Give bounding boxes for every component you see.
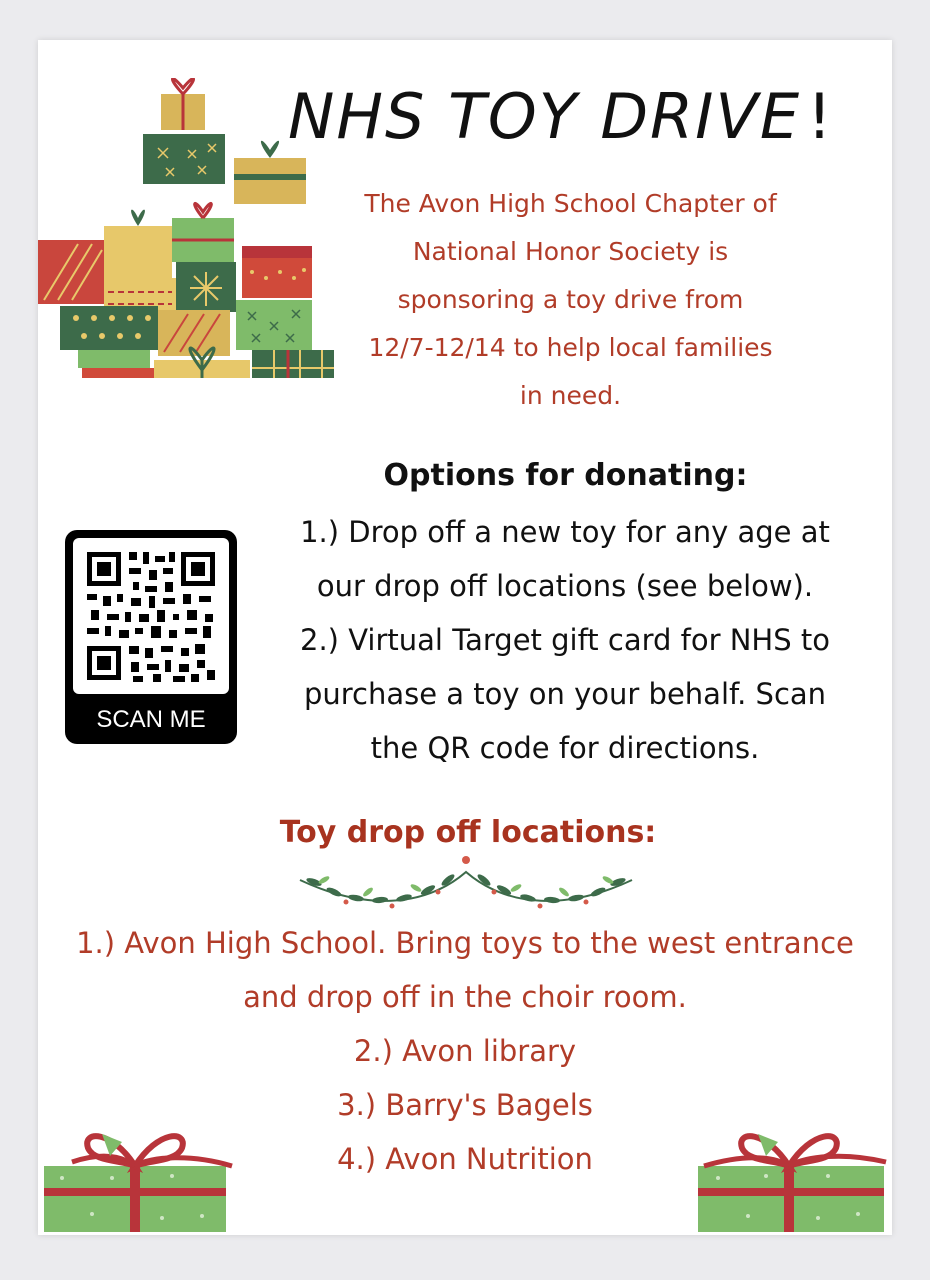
options-list <box>260 505 870 775</box>
qr-code-pattern <box>73 538 229 694</box>
location-line: 3.) Barry's Bagels <box>337 1088 593 1122</box>
intro-paragraph <box>328 180 813 420</box>
title-text: NHS TOY DRIVE <box>288 80 802 153</box>
intro-line: in need. <box>519 381 622 410</box>
intro-line: 12/7-12/14 to help local families <box>368 333 773 362</box>
qr-scan-label: SCAN ME <box>96 706 206 733</box>
gift-box-icon <box>42 1126 234 1232</box>
option-line: 2.) Virtual Target gift card for NHS to <box>300 623 830 657</box>
location-line: 4.) Avon Nutrition <box>337 1142 593 1176</box>
location-line: 1.) Avon High School. Bring toys to the west entrance <box>76 926 854 960</box>
qr-code[interactable] <box>65 530 237 744</box>
flyer-page <box>38 40 892 1235</box>
intro-line: The Avon High School Chapter of <box>364 189 777 218</box>
title-exclamation: ! <box>807 80 834 153</box>
intro-line: sponsoring a toy drive from <box>397 285 744 314</box>
garland-icon <box>294 852 638 918</box>
location-line: 2.) Avon library <box>353 1034 577 1068</box>
option-line: the QR code for directions. <box>370 731 760 765</box>
options-heading: Options for donating: <box>383 458 748 493</box>
intro-line: National Honor Society is <box>412 237 729 266</box>
option-line: our drop off locations (see below). <box>316 569 814 603</box>
option-line: purchase a toy on your behalf. Scan <box>303 677 827 711</box>
gift-box-icon <box>694 1126 890 1232</box>
location-line: and drop off in the choir room. <box>243 980 687 1014</box>
locations-heading: Toy drop off locations: <box>279 815 657 850</box>
option-line: 1.) Drop off a new toy for any age at <box>300 515 830 549</box>
flyer-title <box>288 80 888 153</box>
